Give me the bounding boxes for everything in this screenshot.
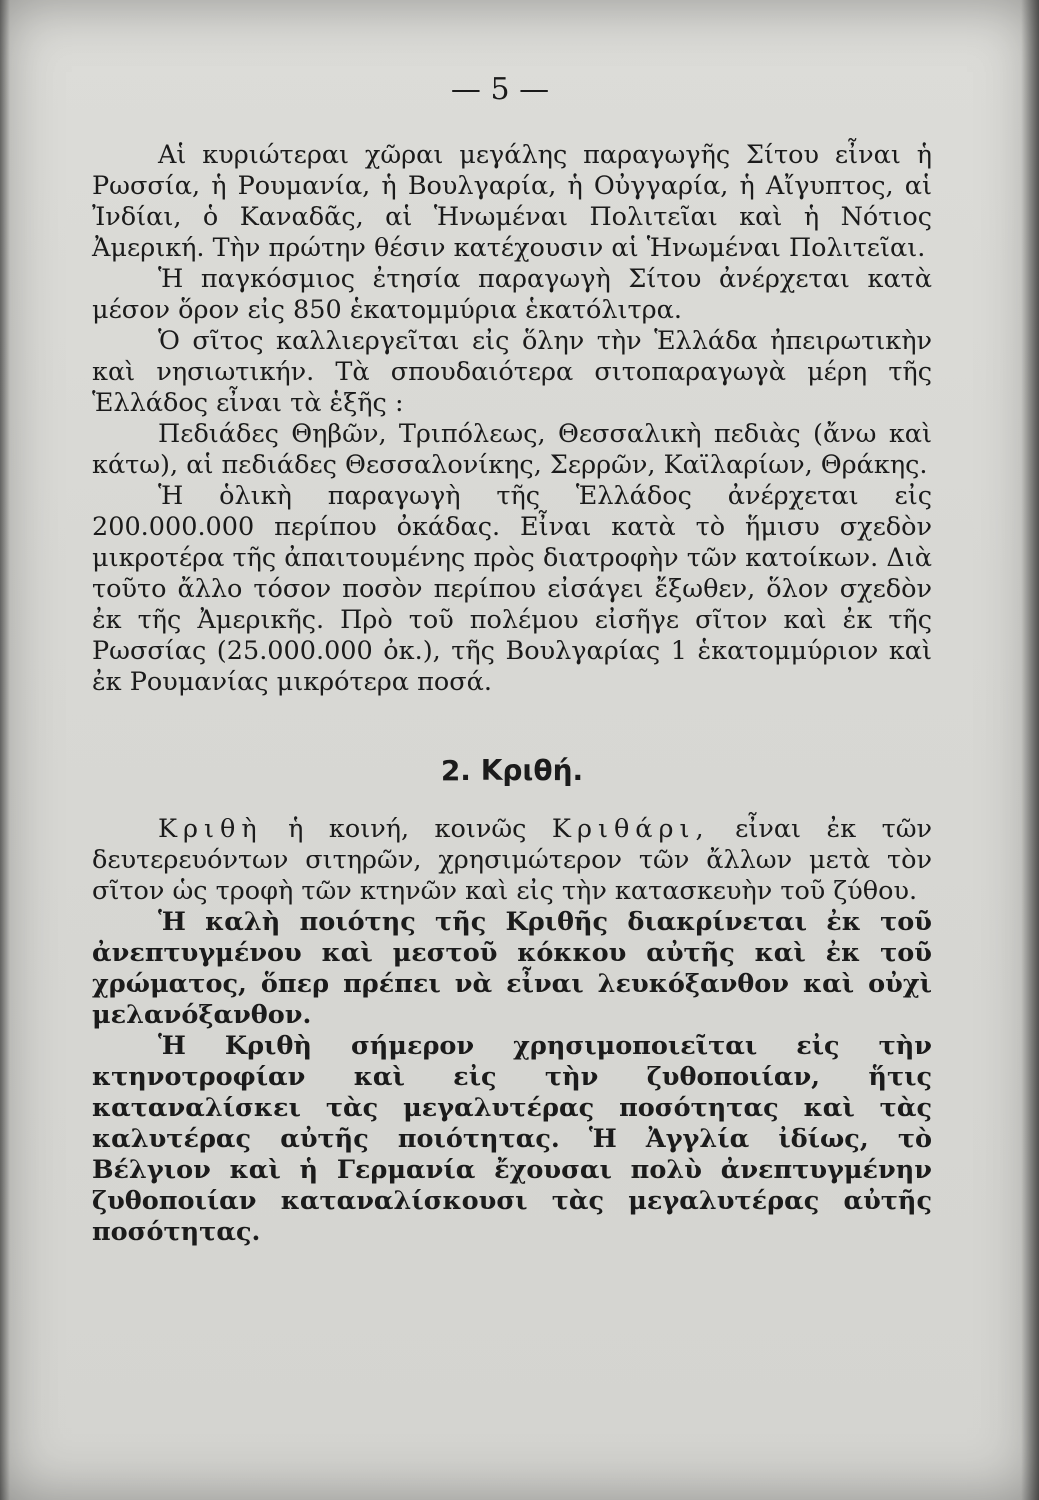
paragraph-barley-intro	[92, 814, 932, 907]
text-common: ἡ κοινή, κοινῶς	[288, 814, 527, 844]
page-number: — 5 —	[450, 72, 550, 107]
paragraph-wheat-countries: Αἱ κυριώτεραι χῶραι μεγάλης παραγωγῆς Σίτου εἶναι ἡ Ρωσσία, ἡ Ρουμανία, ἡ Βουλγαρία, ἡ Οὐγγαρία, ἡ Αἴγυπτος, αἱ Ἰνδίαι, ὁ Καναδᾶς, αἱ Ἡνωμέναι Πολιτεῖαι καὶ ἡ Νότιος Ἀμερική. Τὴν πρώτην θέσιν κατέχουσιν αἱ Ἡνωμέναι Πολιτεῖαι.	[92, 140, 932, 263]
page-right-shadow	[1021, 0, 1039, 1500]
term-krithi: Κριθὴ	[158, 814, 263, 844]
paragraph-plains-list: Πεδιάδες Θηβῶν, Τριπόλεως, Θεσσαλικὴ πεδιὰς (ἄνω καὶ κάτω), αἱ πεδιάδες Θεσσαλονίκης, Σερρῶν, Καϊλαρίων, Θράκης.	[92, 419, 932, 480]
paragraph-greece-production: Ἡ ὁλικὴ παραγωγὴ τῆς Ἑλλάδος ἀνέρχεται εἰς 200.000.000 περίπου ὀκάδας. Εἶναι κατὰ τὸ ἥμισυ σχεδὸν μικροτέρα τῆς ἀπαιτουμένης πρὸς διατροφὴν τῶν κατοίκων. Διὰ τοῦτο ἄλλο τόσον ποσὸν περίπου εἰσάγει ἔξωθεν, ὅλον σχεδὸν ἐκ τῆς Ἀμερικῆς. Πρὸ τοῦ πολέμου εἰσῆγε σῖτον καὶ ἐκ τῆς Ρωσσίας (25.000.000 ὀκ.), τῆς Βουλγαρίας 1 ἑκατομμύριον καὶ ἐκ Ρουμανίας μικρότερα ποσά.	[92, 481, 932, 697]
text-barley-description: εἶναι ἐκ τῶν δευτερευόντων σιτηρῶν, χρησιμώτερον τῶν ἄλλων μετὰ τὸν σῖτον ὡς τροφὴ τῶν κτηνῶν καὶ εἰς τὴν κατασκευὴν τοῦ ζύθου.	[92, 814, 933, 906]
section-title-barley: 2. Κριθή.	[440, 754, 584, 787]
paragraph-world-production: Ἡ παγκόσμιος ἐτησία παραγωγὴ Σίτου ἀνέρχεται κατὰ μέσον ὅρον εἰς 850 ἑκατομμύρια ἑκατόλιτρα.	[92, 264, 932, 325]
term-krithari: Κριθάρι,	[551, 814, 710, 844]
paragraph-barley-uses: Ἡ Κριθὴ σήμερον χρησιμοποιεῖται εἰς τὴν κτηνοτροφίαν καὶ εἰς τὴν ζυθοποιίαν, ἥτις καταναλίσκει τὰς μεγαλυτέρας ποσότητας καὶ τὰς καλυτέρας αὐτῆς ποιότητας. Ἡ Ἀγγλία ἰδίως, τὸ Βέλγιον καὶ ἡ Γερμανία ἔχουσαι πολὺ ἀνεπτυγμένην ζυθοποιίαν καταναλίσκουσι τὰς μεγαλυτέρας αὐτῆς ποσότητας.	[92, 1031, 932, 1247]
bold-paragraphs	[92, 907, 932, 1248]
body-text	[92, 140, 932, 1248]
paragraph-barley-quality: Ἡ καλὴ ποιότης τῆς Κριθῆς διακρίνεται ἐκ τοῦ ἀνεπτυγμένου καὶ μεστοῦ κόκκου αὐτῆς καὶ ἐκ τοῦ χρώματος, ὅπερ πρέπει νὰ εἶναι λευκόξανθον καὶ οὐχὶ μελανόξανθον.	[92, 907, 932, 1030]
page-left-shadow	[0, 0, 10, 1500]
paragraph-greece-cultivation: Ὁ σῖτος καλλιεργεῖται εἰς ὅλην τὴν Ἑλλάδα ἠπειρωτικὴν καὶ νησιωτικήν. Τὰ σπουδαιότερα σιτοπαραγωγὰ μέρη τῆς Ἑλλάδος εἶναι τὰ ἑξῆς :	[92, 326, 932, 418]
